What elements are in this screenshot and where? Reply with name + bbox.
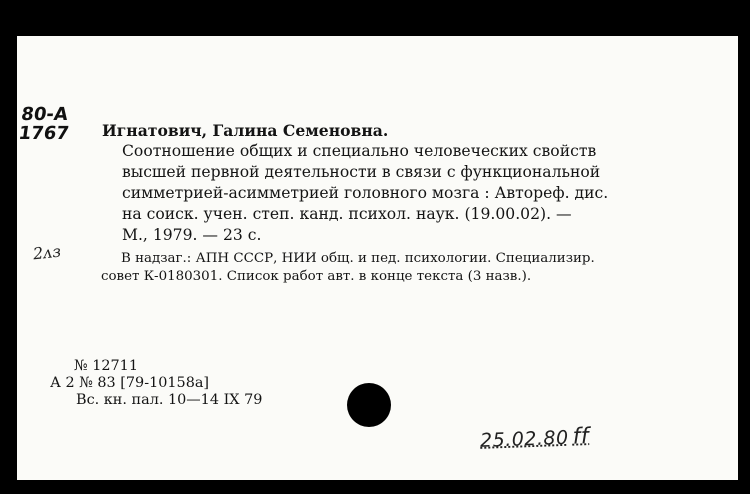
description-line: на соиск. учен. степ. канд. психол. наук. (19.00.02). — [122,205,572,223]
note-line: В надзаг.: АПН СССР, НИИ общ. и пед. психологии. Специализир. [121,251,595,266]
signature-mark: ff [572,424,590,450]
author-heading: Игнатович, Галина Семеновна. [102,121,389,140]
book-chamber-line: Вс. кн. пал. 10—14 IX 79 [76,392,263,408]
punch-hole [347,383,391,427]
shelfmark-line-2: 1767 [17,123,71,144]
shelfmark-line-1: 80-А [19,104,70,125]
description-line: Соотношение общих и специально человеческих свойств [122,142,597,160]
date-text: 25.02.80 [479,426,569,452]
catalog-info [50,358,262,409]
catalog-card [17,36,738,480]
handwritten-date [480,424,590,453]
record-number: № 12711 [74,358,138,374]
handwritten-note: 2ᴧз [32,241,62,264]
description-line: симметрией-асимметрией головного мозга : Автореф. дис. [122,184,609,202]
record-note [101,250,741,286]
note-line: совет К-0180301. Список работ авт. в конце текста (3 назв.). [101,269,532,284]
title-description [102,141,742,246]
bibliographic-record [102,120,742,246]
description-line: высшей первной деятельности в связи с функциональной [122,163,601,181]
record-code: А 2 № 83 [79-10158а] [50,375,210,391]
shelfmark [17,105,72,143]
description-line: М., 1979. — 23 с. [122,226,262,244]
